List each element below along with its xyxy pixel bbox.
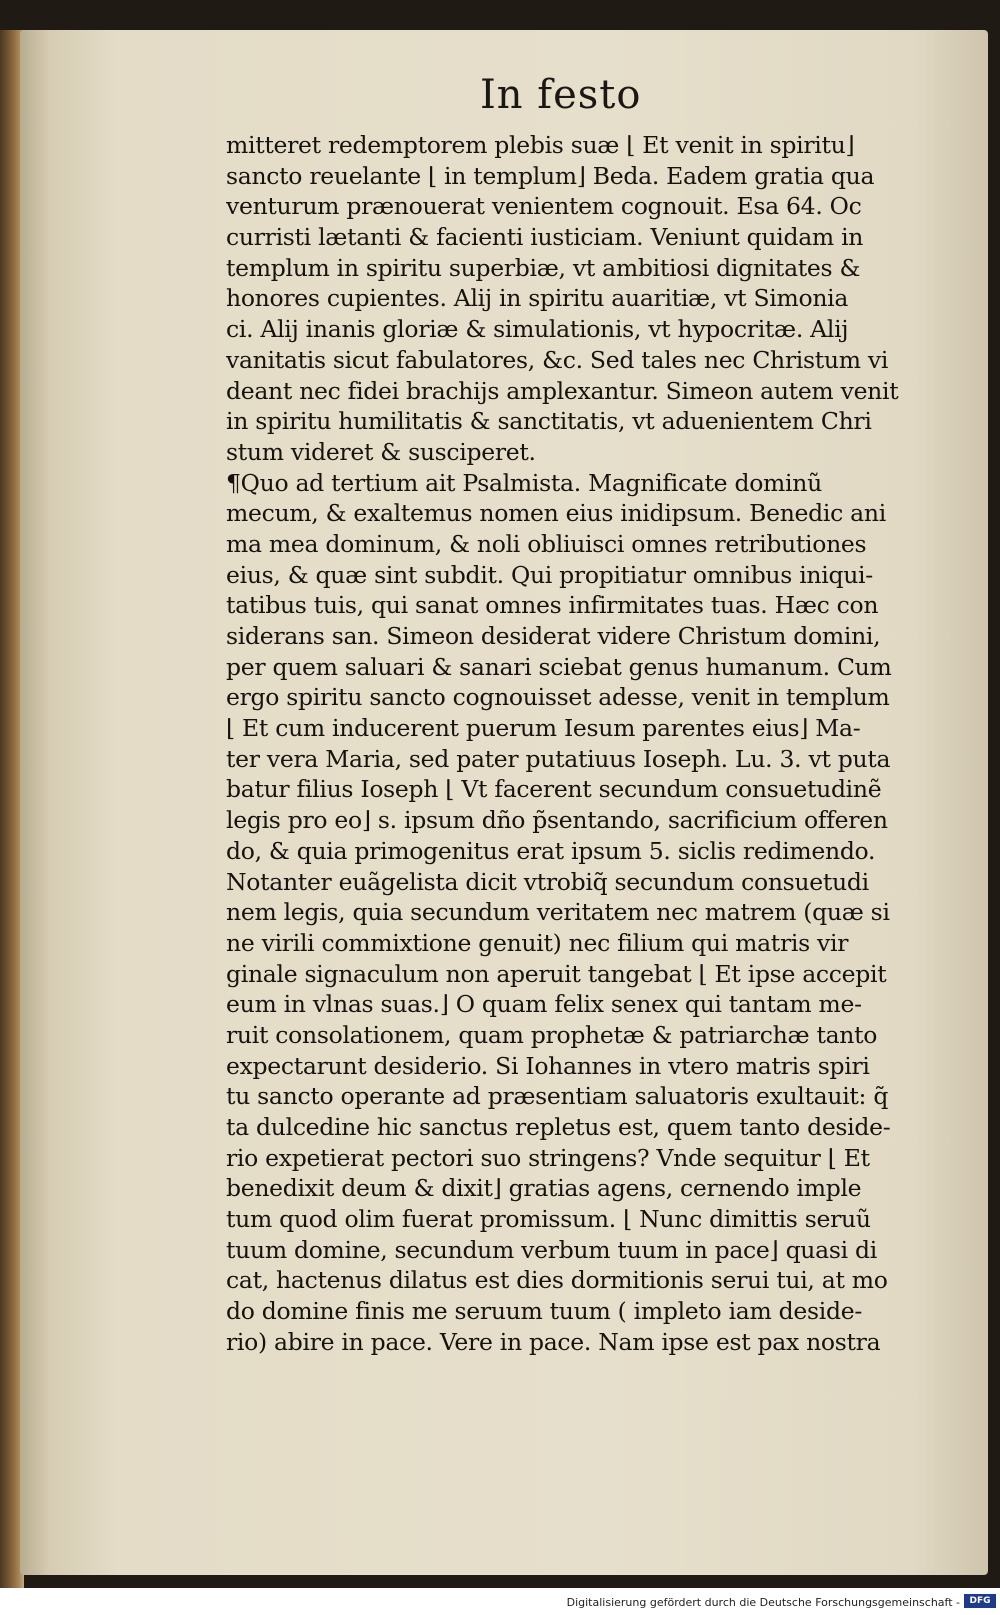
text-line: mecum, & exaltemus nomen eius inidipsum. Benedic ani <box>226 499 886 528</box>
text-line: tatibus tuis, qui sanat omnes infirmitates tuas. Hæc con <box>226 591 879 620</box>
text-line: sancto reuelante ⌊ in templum⌋ Beda. Eadem gratia qua <box>226 161 875 190</box>
text-line: ne virili commixtione genuit) nec filium qui matris vir <box>226 928 849 957</box>
text-line: siderans san. Simeon desiderat videre Christum domini, <box>226 622 881 650</box>
text-line: batur filius Ioseph ⌊ Vt facerent secundum consuetudinẽ <box>226 775 882 804</box>
text-line: tum quod olim fuerat promissum. ⌊ Nunc dimittis seruũ <box>226 1205 871 1234</box>
text-line: venturum prænouerat venientem cognouit. Esa 64. Oc <box>226 192 862 221</box>
text-line: ginale signaculum non aperuit tangebat ⌊ Et ipse accepit <box>226 959 887 988</box>
text-line: templum in spiritu superbiæ, vt ambitiosi dignitates & <box>226 253 861 282</box>
text-line: ergo spiritu sancto cognouisset adesse, venit in templum <box>226 683 890 712</box>
text-line: do, & quia primogenitus erat ipsum 5. siclis redimendo. <box>226 836 876 865</box>
text-line: nem legis, quia secundum veritatem nec matrem (quæ si <box>226 898 890 927</box>
text-line: stum videret & susciperet. <box>226 437 536 466</box>
text-line: honores cupientes. Alij in spiritu auaritiæ, vt Simonia <box>226 284 849 313</box>
body-text <box>226 130 938 1358</box>
text-line: Notanter euãgelista dicit vtrobiq̃ secundum consuetudi <box>226 867 869 896</box>
text-line: ma mea dominum, & noli obliuisci omnes retributiones <box>226 529 867 558</box>
running-header: In festo <box>480 72 642 118</box>
text-line: mitteret redemptorem plebis suæ ⌊ Et venit in spiritu⌋ <box>226 131 855 159</box>
text-line: ⌊ Et cum inducerent puerum Iesum parentes eius⌋ Ma- <box>226 714 861 743</box>
text-line: do domine finis me seruum tuum ( impleto iam deside- <box>226 1297 862 1326</box>
text-line: eum in vlnas suas.⌋ O quam felix senex qui tantam me- <box>226 990 862 1019</box>
text-line: expectarunt desiderio. Si Iohannes in vtero matris spiri <box>226 1051 870 1080</box>
text-line: cat, hactenus dilatus est dies dormitionis serui tui, at mo <box>226 1266 888 1295</box>
text-line: vanitatis sicut fabulatores, &c. Sed tales nec Christum vi <box>226 345 889 374</box>
text-line: curristi lætanti & facienti iusticiam. Veniunt quidam in <box>226 223 864 252</box>
footer-credit: Digitalisierung gefördert durch die Deutsche Forschungsgemeinschaft - <box>566 1596 960 1609</box>
text-line: deant nec fidei brachijs amplexantur. Simeon autem venit <box>226 376 899 405</box>
text-line: ¶Quo ad tertium ait Psalmista. Magnificate dominũ <box>226 468 822 497</box>
text-line: tu sancto operante ad præsentiam saluatoris exultauit: q̃ <box>226 1082 889 1111</box>
text-line: eius, & quæ sint subdit. Qui propitiatur omnibus iniqui- <box>226 560 873 589</box>
text-line: ta dulcedine hic sanctus repletus est, quem tanto deside- <box>226 1113 891 1141</box>
text-line: tuum domine, secundum verbum tuum in pace⌋ quasi di <box>226 1235 877 1264</box>
text-line: legis pro eo⌋ s. ipsum dño p̃sentando, sacrificium offeren <box>226 806 888 835</box>
text-line: rio) abire in pace. Vere in pace. Nam ipse est pax nostra <box>226 1327 881 1356</box>
text-line: ter vera Maria, sed pater putatiuus Ioseph. Lu. 3. vt puta <box>226 744 891 773</box>
text-line: ruit consolationem, quam prophetæ & patriarchæ tanto <box>226 1020 878 1049</box>
text-line: ci. Alij inanis gloriæ & simulationis, vt hypocritæ. Alij <box>226 315 849 344</box>
text-line: in spiritu humilitatis & sanctitatis, vt aduenientem Chri <box>226 407 872 436</box>
text-line: per quem saluari & sanari sciebat genus humanum. Cum <box>226 652 892 681</box>
text-line: benedixit deum & dixit⌋ gratias agens, cernendo imple <box>226 1174 862 1203</box>
text-line: rio expetierat pectori suo stringens? Vnde sequitur ⌊ Et <box>226 1143 870 1172</box>
dfg-logo: DFG <box>964 1594 996 1608</box>
